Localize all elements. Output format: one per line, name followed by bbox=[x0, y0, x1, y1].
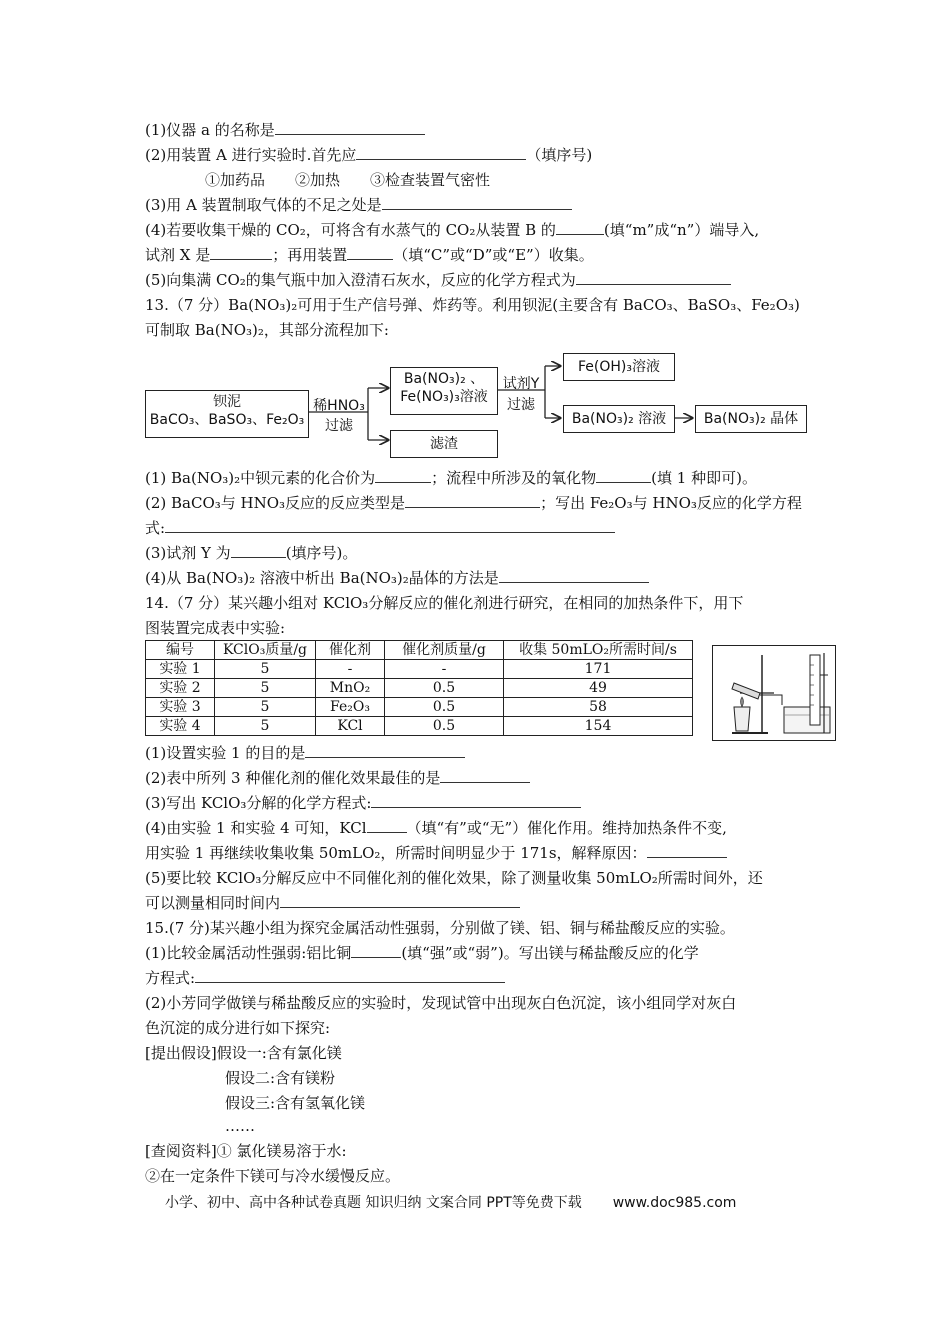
table-cell: MnO₂ bbox=[316, 679, 385, 698]
apparatus-illustration bbox=[712, 645, 836, 741]
q14-intro: 14.（7 分）某兴趣小组对 KClO₃分解反应的催化剂进行研究，在相同的加热条件下，用下 bbox=[145, 594, 744, 612]
flow-box-feoh: Fe(OH)₃溶液 bbox=[563, 353, 675, 381]
hypothesis-ellipsis: …… bbox=[225, 1117, 255, 1135]
table-cell: 171 bbox=[504, 660, 693, 679]
table-header-cell: 编号 bbox=[146, 641, 215, 660]
q13-intro: 13.（7 分）Ba(NO₃)₂可用于生产信号弹、炸药等。利用钡泥(主要含有 BaCO₃、BaSO₃、Fe₂O₃) bbox=[145, 296, 800, 314]
q14-1: (1)设置实验 1 的目的是 bbox=[145, 743, 465, 763]
flow-box-mixture: Ba(NO₃)₂ 、 Fe(NO₃)₃溶液 bbox=[390, 367, 498, 415]
table-row bbox=[146, 698, 693, 717]
q13-4: (4)从 Ba(NO₃)₂ 溶液中析出 Ba(NO₃)₂晶体的方法是 bbox=[145, 568, 649, 588]
table-header-cell: 催化剂质量/g bbox=[385, 641, 504, 660]
q15-2: (2)小芳同学做镁与稀盐酸反应的实验时，发现试管中出现灰白色沉淀，该小组同学对灰白 bbox=[145, 994, 737, 1012]
table-cell: 58 bbox=[504, 698, 693, 717]
table-header-row bbox=[146, 641, 693, 660]
q15-intro: 15.(7 分)某兴趣小组为探究金属活动性强弱，分别做了镁、铝、铜与稀盐酸反应的实验。 bbox=[145, 919, 735, 937]
table-cell: 实验 1 bbox=[146, 660, 215, 679]
q13-2: (2) BaCO₃与 HNO₃反应的反应类型是 ；写出 Fe₂O₃与 HNO₃反应的化学方程 bbox=[145, 494, 802, 512]
table-row bbox=[146, 679, 693, 698]
table-cell: 0.5 bbox=[385, 698, 504, 717]
q12-4: (4)若要收集干燥的 CO₂，可将含有水蒸气的 CO₂从装置 B 的 (填“m”成“n”）端导入, bbox=[145, 221, 760, 239]
q14-4b: 用实验 1 再继续收集收集 50mLO₂，所需时间明显少于 171s，解释原因： bbox=[145, 843, 727, 863]
q12-4b: 试剂 X 是 ；再用装置 （填“C”或“D”或“E”）收集。 bbox=[145, 246, 594, 264]
flow-box-residue: 滤渣 bbox=[390, 430, 498, 458]
table-header-cell: 催化剂 bbox=[316, 641, 385, 660]
table-cell: 实验 3 bbox=[146, 698, 215, 717]
q13-2b: 式: bbox=[145, 518, 615, 538]
table-cell: 实验 2 bbox=[146, 679, 215, 698]
table-row bbox=[146, 717, 693, 736]
table-cell: KCl bbox=[316, 717, 385, 736]
q15-2b: 色沉淀的成分进行如下探究: bbox=[145, 1019, 331, 1037]
flow-step1-reagent: 稀HNO₃ bbox=[313, 398, 365, 414]
footer-url[interactable]: www.doc985.com bbox=[612, 1195, 737, 1211]
table-cell: - bbox=[385, 660, 504, 679]
table-cell: Fe₂O₃ bbox=[316, 698, 385, 717]
q13-1: (1) Ba(NO₃)₂中钡元素的化合价为 ；流程中所涉及的氧化物 (填 1 种即可)。 bbox=[145, 469, 757, 487]
table-cell: 5 bbox=[215, 660, 316, 679]
q13-intro-2: 可制取 Ba(NO₃)₂，其部分流程加下: bbox=[145, 321, 389, 339]
reference-2: ②在一定条件下镁可与冷水缓慢反应。 bbox=[145, 1167, 401, 1185]
table-cell: 154 bbox=[504, 717, 693, 736]
q12-3: (3)用 A 装置制取气体的不足之处是 bbox=[145, 195, 572, 215]
table-cell: 5 bbox=[215, 679, 316, 698]
flow-step2-op: 过滤 bbox=[507, 397, 535, 413]
flow-step2-reagent: 试剂Y bbox=[502, 376, 540, 392]
flow-step1-op: 过滤 bbox=[325, 418, 353, 434]
table-cell: 5 bbox=[215, 717, 316, 736]
table-cell: 0.5 bbox=[385, 717, 504, 736]
q14-intro-2: 图装置完成表中实验: bbox=[145, 619, 286, 637]
table-row bbox=[146, 660, 693, 679]
q14-4: (4)由实验 1 和实验 4 可知，KCl （填“有”或“无”）催化作用。维持加热条件不变, bbox=[145, 819, 727, 837]
q14-3: (3)写出 KClO₃分解的化学方程式: bbox=[145, 793, 581, 813]
flow-box-mud: 钡泥 BaCO₃、BaSO₃、Fe₂O₃ bbox=[145, 390, 309, 438]
hypothesis-1: [提出假设]假设一:含有氯化镁 bbox=[145, 1044, 342, 1062]
flow-box-bano3-solution: Ba(NO₃)₂ 溶液 bbox=[563, 405, 675, 433]
hypothesis-3: 假设三:含有氢氧化镁 bbox=[225, 1094, 366, 1112]
q12-5: (5)向集满 CO₂的集气瓶中加入澄清石灰水，反应的化学方程式为 bbox=[145, 270, 731, 290]
table-header-cell: KClO₃质量/g bbox=[215, 641, 316, 660]
q15-1b: 方程式: bbox=[145, 968, 505, 988]
table-cell: 实验 4 bbox=[146, 717, 215, 736]
hypothesis-2: 假设二:含有镁粉 bbox=[225, 1069, 336, 1087]
table-header-cell: 收集 50mLO₂所需时间/s bbox=[504, 641, 693, 660]
experiment-table bbox=[145, 640, 693, 736]
q14-5: (5)要比较 KClO₃分解反应中不同催化剂的催化效果，除了测量收集 50mLO₂所需时间外，还 bbox=[145, 869, 763, 887]
flow-box-bano3-crystal: Ba(NO₃)₂ 晶体 bbox=[695, 405, 807, 433]
table-cell: 49 bbox=[504, 679, 693, 698]
q13-3: (3)试剂 Y 为 (填序号)。 bbox=[145, 544, 358, 562]
table-cell: 0.5 bbox=[385, 679, 504, 698]
table-cell: 5 bbox=[215, 698, 316, 717]
table-cell: - bbox=[316, 660, 385, 679]
q14-5b: 可以测量相同时间内 bbox=[145, 893, 520, 913]
footer-text: 小学、初中、高中各种试卷真题 知识归纳 文案合同 PPT等免费下载 bbox=[165, 1195, 582, 1211]
page-footer bbox=[165, 1192, 736, 1212]
q15-1: (1)比较金属活动性强弱:铝比铜 (填“强”或“弱”)。写出镁与稀盐酸反应的化学 bbox=[145, 944, 699, 962]
q12-2-options: ①加药品 ②加热 ③检查装置气密性 bbox=[205, 171, 491, 189]
reference-1: [查阅资料]① 氯化镁易溶于水: bbox=[145, 1142, 347, 1160]
q14-2: (2)表中所列 3 种催化剂的催化效果最佳的是 bbox=[145, 768, 530, 788]
q12-2: (2)用装置 A 进行实验时.首先应 （填序号) bbox=[145, 146, 593, 164]
q12-1: (1)仪器 a 的名称是 bbox=[145, 120, 425, 140]
